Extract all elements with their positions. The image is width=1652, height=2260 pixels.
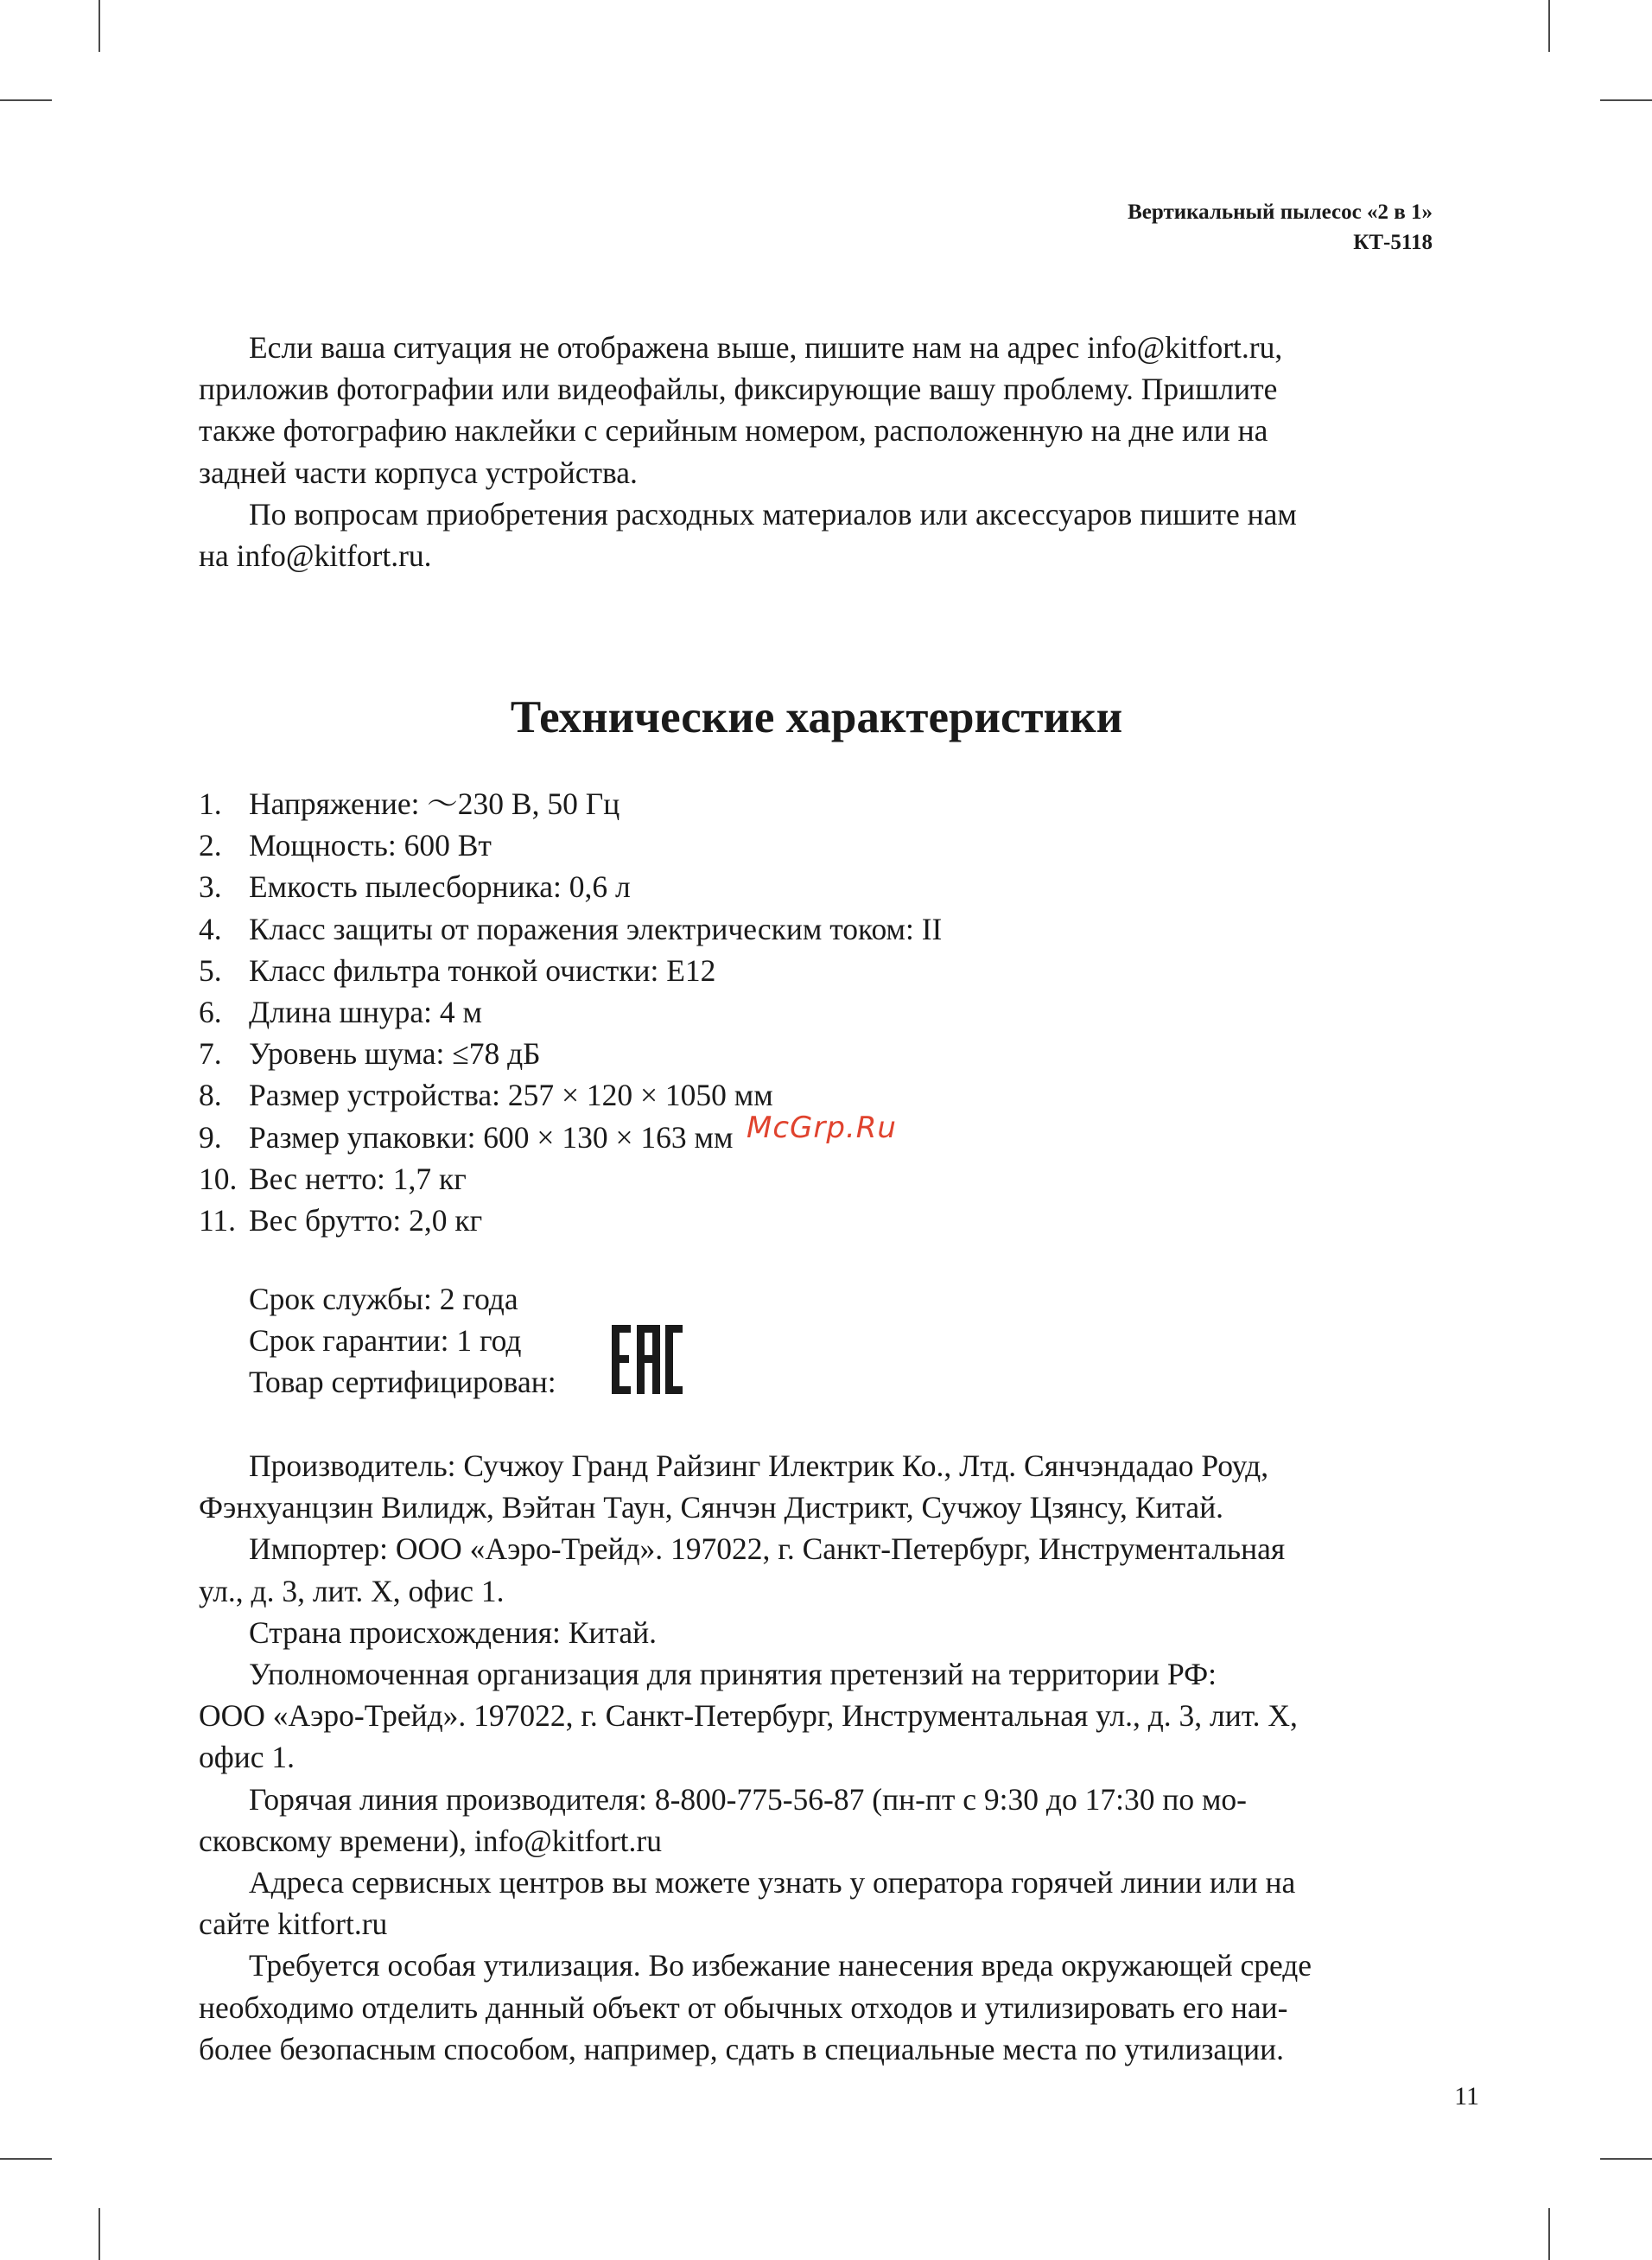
page-number: 11 xyxy=(1454,2082,1479,2110)
spec-item: 2. Мощность: 600 Вт xyxy=(199,828,492,863)
header-title: Вертикальный пылесос «2 в 1» xyxy=(1128,201,1433,224)
eac-certification-icon xyxy=(610,1323,683,1396)
disposal-paragraph: Требуется особая утилизация. Во избежание нанесения вреда окружающей среде необходимо отделить данный объект от обычных отходов и утилизировать его наи- более безопасным способом, например, сдать в специальные места по утилизации. xyxy=(199,1948,1312,2066)
spec-item: 4. Класс защиты от поражения электрическим током: II xyxy=(199,911,943,946)
crop-mark xyxy=(1548,0,1550,52)
certified-label: Товар сертифицирован: xyxy=(249,1365,556,1400)
crop-mark xyxy=(98,2208,100,2260)
intro-paragraph-contact: Если ваша ситуация не отображена выше, пишите нам на адрес info@kitfort.ru, приложив фотографии или видеофайлы, фиксирующие вашу проблему. Пришлите также фотографию наклейки с серийным номером, расположенную на дне или на задней части корпуса устройства. xyxy=(199,330,1283,490)
warranty-period: Срок гарантии: 1 год xyxy=(249,1323,522,1359)
hotline-paragraph: Горячая линия производителя: 8-800-775-56-87 (пн-пт с 9:30 до 17:30 по мо- сковскому времени), info@kitfort.ru xyxy=(199,1781,1247,1858)
manufacturer-section xyxy=(199,1445,1434,2070)
origin-paragraph: Страна происхождения: Китай. xyxy=(249,1614,658,1650)
service-life: Срок службы: 2 года xyxy=(249,1282,518,1316)
intro-paragraph-accessories: По вопросам приобретения расходных материалов или аксессуаров пишите нам на info@kitfort.ru. xyxy=(199,496,1297,574)
spec-item: 9. Размер упаковки: 600 × 130 × 163 мм xyxy=(199,1119,734,1155)
spec-item: 3. Емкость пылесборника: 0,6 л xyxy=(199,869,631,905)
spec-item: 7. Уровень шума: ≤78 дБ xyxy=(199,1036,541,1072)
running-header xyxy=(828,197,1433,258)
crop-mark xyxy=(1600,2158,1652,2160)
spec-item: 8. Размер устройства: 257 × 120 × 1050 мм xyxy=(199,1078,773,1113)
header-model: КТ-5118 xyxy=(1353,231,1433,254)
spec-item: 11. Вес брутто: 2,0 кг xyxy=(199,1203,483,1238)
manufacturer-paragraph: Производитель: Сучжоу Гранд Райзинг Илектрик Ко., Лтд. Сянчэндадао Роуд, Фэнхуанцзин Вилидж, Вэйтан Таун, Сянчэн Дистрикт, Сучжоу Цзянсу, Китай. xyxy=(199,1448,1269,1525)
spec-item: 10. Вес нетто: 1,7 кг xyxy=(199,1161,467,1196)
spec-item: 6. Длина шнура: 4 м xyxy=(199,995,482,1030)
watermark: McGrp.Ru xyxy=(747,1111,897,1145)
crop-mark xyxy=(0,2158,52,2160)
crop-mark xyxy=(98,0,100,52)
section-title: Технические характеристики xyxy=(510,692,1123,742)
crop-mark xyxy=(0,99,52,101)
spec-item: 5. Класс фильтра тонкой очистки: E12 xyxy=(199,952,716,988)
crop-mark xyxy=(1548,2208,1550,2260)
service-centers-paragraph: Адреса сервисных центров вы можете узнать у оператора горячей линии или на сайте kitfort.ru xyxy=(199,1865,1296,1942)
crop-mark xyxy=(1600,99,1652,101)
spec-list xyxy=(199,783,942,1241)
authorized-org-paragraph: Уполномоченная организация для принятия претензий на территории РФ: ООО «Аэро-Трейд». 197022, г. Санкт-Петербург, Инструментальная ул., д. 3, лит. Х, офис 1. xyxy=(199,1657,1298,1775)
spec-item: 1. Напряжение: ～230 В, 50 Гц xyxy=(199,786,620,821)
intro-section xyxy=(199,327,1434,576)
service-info xyxy=(249,1278,556,1404)
importer-paragraph: Импортер: ООО «Аэро-Трейд». 197022, г. Санкт-Петербург, Инструментальная ул., д. 3, лит. Х, офис 1. xyxy=(199,1531,1286,1608)
